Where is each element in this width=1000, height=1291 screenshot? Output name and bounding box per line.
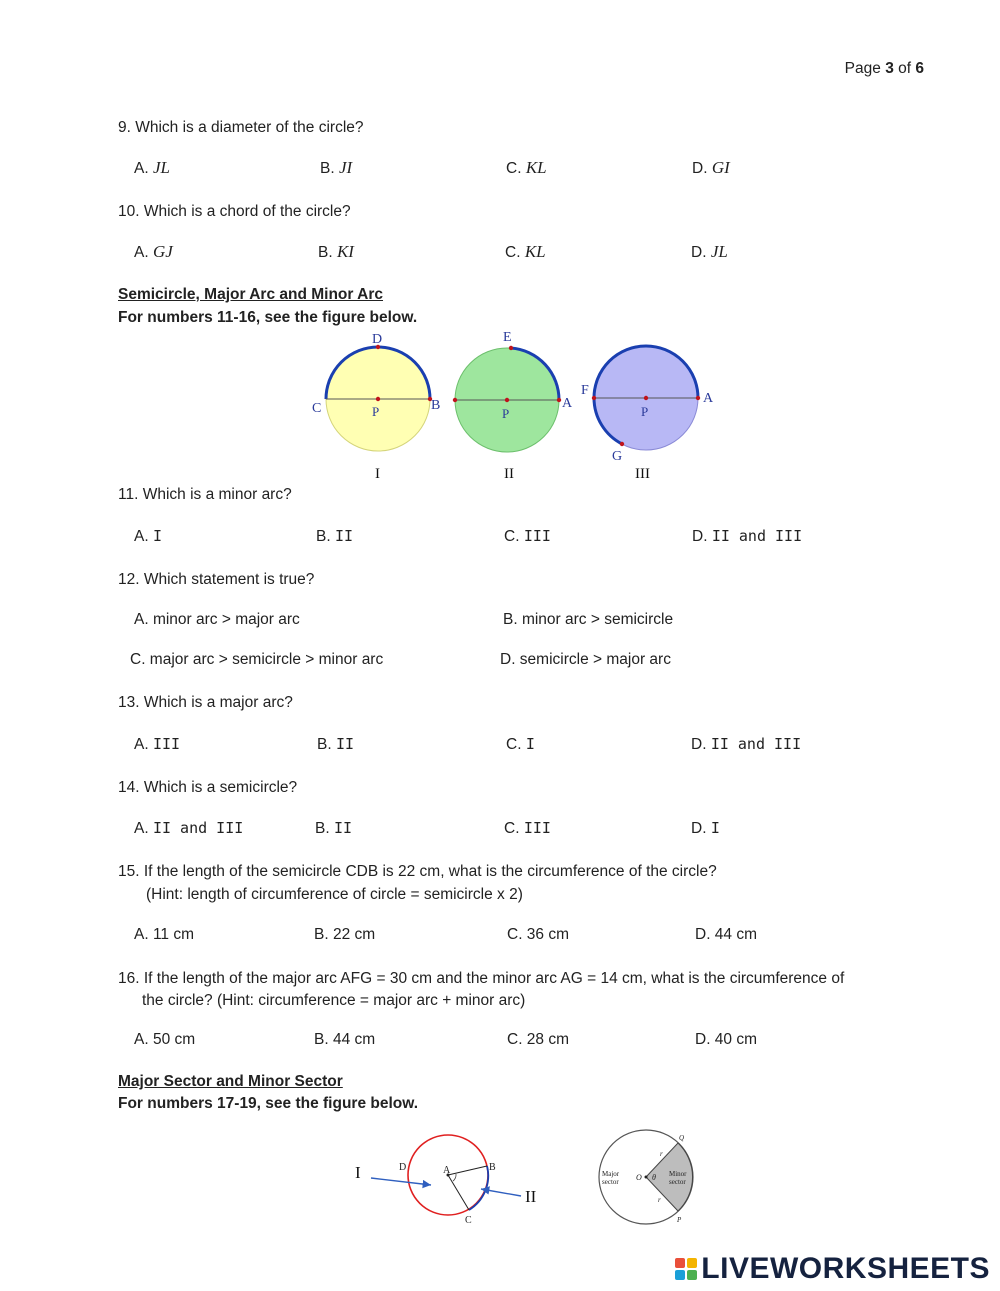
label-region-II: II: [525, 1187, 537, 1206]
opt-label: B.: [317, 736, 336, 753]
opt-label: D.: [692, 160, 712, 177]
label-region-I: I: [355, 1163, 361, 1182]
opt-value: KL: [525, 158, 547, 177]
point-P2: [505, 398, 509, 402]
label-Q: Q: [679, 1134, 685, 1142]
opt-label: B.: [315, 820, 334, 837]
label-C: C: [312, 401, 322, 416]
q12-option-b[interactable]: B. minor arc > semicircle: [503, 611, 674, 628]
opt-value: II: [333, 819, 353, 837]
question-16: 16. If the length of the major arc AFG = 30 cm and the minor arc AG = 14 cm, what is the circumference of: [118, 970, 845, 987]
angle-mark: [453, 1174, 456, 1181]
label-O: O: [636, 1173, 642, 1182]
opt-label: B.: [320, 160, 339, 177]
q12-option-c[interactable]: C. major arc > semicircle > minor arc: [130, 651, 384, 668]
opt-label: A.: [134, 528, 153, 545]
label-major-sector: sector: [602, 1178, 619, 1186]
opt-value: II and III: [710, 735, 802, 753]
question-9: 9. Which is a diameter of the circle?: [118, 119, 364, 136]
q10-option-b[interactable]: [318, 242, 354, 262]
opt-label: C.: [506, 736, 526, 753]
section-subheading-arcs: For numbers 11-16, see the figure below.: [118, 309, 418, 326]
label-P-sector: P: [677, 1216, 682, 1224]
point-left-II: [453, 398, 457, 402]
q9-option-c[interactable]: [506, 158, 547, 178]
opt-label: D.: [691, 736, 711, 753]
question-16-line2: the circle? (Hint: circumference = major arc + minor arc): [142, 992, 526, 1009]
opt-value: GI: [711, 158, 730, 177]
page-total: 6: [915, 60, 924, 77]
label-roman-I: I: [375, 466, 380, 482]
label-B: B: [489, 1162, 496, 1173]
q16-option-d[interactable]: D. 40 cm: [695, 1031, 758, 1048]
q14-option-b[interactable]: [315, 819, 352, 838]
label-E: E: [503, 330, 512, 345]
q12-option-d[interactable]: D. semicircle > major arc: [500, 651, 671, 668]
label-roman-II: II: [504, 466, 514, 482]
section-heading-sectors: Major Sector and Minor Sector: [118, 1073, 343, 1090]
opt-label: A.: [134, 820, 153, 837]
label-F: F: [581, 383, 589, 398]
q9-option-b[interactable]: [320, 158, 352, 178]
opt-label: C.: [505, 244, 525, 261]
q11-option-b[interactable]: [316, 527, 353, 546]
question-14: 14. Which is a semicircle?: [118, 779, 298, 796]
point-A2: [557, 398, 561, 402]
q10-option-d[interactable]: [691, 242, 728, 262]
q16-option-c[interactable]: C. 28 cm: [507, 1031, 570, 1048]
q12-option-a[interactable]: A. minor arc > major arc: [134, 611, 300, 628]
question-15-hint: (Hint: length of circumference of circle = semicircle x 2): [146, 886, 523, 903]
point-A3: [696, 396, 700, 400]
section-heading-arcs: Semicircle, Major Arc and Minor Arc: [118, 286, 384, 303]
opt-value: KI: [336, 242, 354, 261]
point-F: [592, 396, 596, 400]
label-A: A: [443, 1165, 451, 1176]
point-O: [645, 1176, 648, 1179]
label-theta: θ: [652, 1173, 656, 1182]
opt-label: C.: [506, 160, 526, 177]
opt-value: I: [152, 527, 162, 545]
q16-option-a[interactable]: A. 50 cm: [134, 1031, 196, 1048]
label-G: G: [612, 449, 623, 464]
opt-value: JL: [710, 242, 728, 261]
label-roman-III: III: [635, 466, 650, 482]
question-13: 13. Which is a major arc?: [118, 694, 293, 711]
label-P2: P: [502, 406, 510, 421]
section-subheading-sectors: For numbers 17-19, see the figure below.: [118, 1095, 419, 1112]
arrow-II: [481, 1189, 521, 1196]
q15-option-b[interactable]: B. 22 cm: [314, 926, 376, 943]
question-12: 12. Which statement is true?: [118, 571, 315, 588]
q14-option-c[interactable]: [504, 819, 551, 838]
sector-figure-left: [345, 1130, 565, 1230]
label-A2: A: [562, 396, 573, 411]
sector-figure-right: [592, 1126, 702, 1230]
opt-value: I: [525, 735, 535, 753]
opt-label: B.: [318, 244, 337, 261]
opt-value: III: [152, 735, 181, 753]
opt-label: C.: [504, 528, 524, 545]
opt-label: D.: [691, 820, 711, 837]
q10-option-a[interactable]: [134, 242, 173, 262]
question-15: 15. If the length of the semicircle CDB is 22 cm, what is the circumference of the circle?: [118, 863, 717, 880]
q9-option-a[interactable]: [134, 158, 170, 178]
q15-option-a[interactable]: A. 11 cm: [134, 926, 195, 943]
opt-label: A.: [134, 160, 153, 177]
point-P1: [376, 397, 380, 401]
point-P3: [644, 396, 648, 400]
opt-value: I: [710, 819, 720, 837]
point-E: [509, 346, 513, 350]
q13-option-c[interactable]: [506, 735, 535, 754]
opt-value: II and III: [711, 527, 803, 545]
page-number: [845, 60, 924, 78]
q11-option-d[interactable]: [692, 527, 802, 546]
label-P3: P: [641, 404, 649, 419]
q11-option-c[interactable]: [504, 527, 551, 546]
q14-option-d[interactable]: [691, 819, 720, 838]
liveworksheets-logo: [675, 1252, 990, 1286]
label-r2: r: [658, 1196, 661, 1204]
opt-label: B.: [316, 528, 335, 545]
page-of: of: [898, 60, 912, 77]
label-B: B: [431, 398, 441, 413]
q15-option-d[interactable]: D. 44 cm: [695, 926, 758, 943]
opt-label: A.: [134, 736, 153, 753]
opt-value: III: [523, 527, 551, 545]
label-major: Major: [602, 1170, 620, 1178]
opt-value: II and III: [152, 819, 244, 837]
q10-option-c[interactable]: [505, 242, 546, 262]
label-minor-sector: sector: [669, 1178, 686, 1186]
opt-value: JL: [152, 158, 170, 177]
question-10: 10. Which is a chord of the circle?: [118, 203, 351, 220]
label-D2: D: [399, 1162, 407, 1173]
arrow-I: [371, 1178, 431, 1185]
q14-option-a[interactable]: [134, 819, 243, 838]
opt-value: GJ: [152, 242, 173, 261]
opt-label: D.: [691, 244, 711, 261]
q9-option-d[interactable]: [692, 158, 730, 178]
opt-label: C.: [504, 820, 524, 837]
page-prefix: Page: [844, 60, 881, 77]
radius-AC: [448, 1175, 469, 1210]
label-D: D: [372, 332, 383, 347]
logo-blocks-icon: [675, 1258, 697, 1280]
label-r1: r: [660, 1150, 663, 1158]
q13-option-d[interactable]: [691, 735, 801, 754]
opt-value: II: [334, 527, 354, 545]
opt-value: JI: [338, 158, 353, 177]
label-P1: P: [372, 404, 380, 419]
q13-option-b[interactable]: [317, 735, 354, 754]
question-11: 11. Which is a minor arc?: [118, 486, 292, 503]
opt-value: II: [335, 735, 355, 753]
label-A3: A: [703, 391, 714, 406]
logo-text: LIVEWORKSHEETS: [701, 1252, 990, 1285]
point-G: [620, 442, 624, 446]
opt-label: A.: [134, 244, 153, 261]
arcs-figure: [300, 322, 730, 487]
q15-option-c[interactable]: C. 36 cm: [507, 926, 570, 943]
label-minor: Minor: [669, 1170, 687, 1178]
q13-option-a[interactable]: [134, 735, 180, 754]
opt-label: D.: [692, 528, 712, 545]
q16-option-b[interactable]: B. 44 cm: [314, 1031, 376, 1048]
q11-option-a[interactable]: [134, 527, 162, 546]
radius-AB: [448, 1166, 487, 1175]
label-C: C: [465, 1215, 472, 1226]
opt-value: KL: [524, 242, 546, 261]
opt-value: III: [523, 819, 551, 837]
page-current: 3: [885, 60, 894, 77]
